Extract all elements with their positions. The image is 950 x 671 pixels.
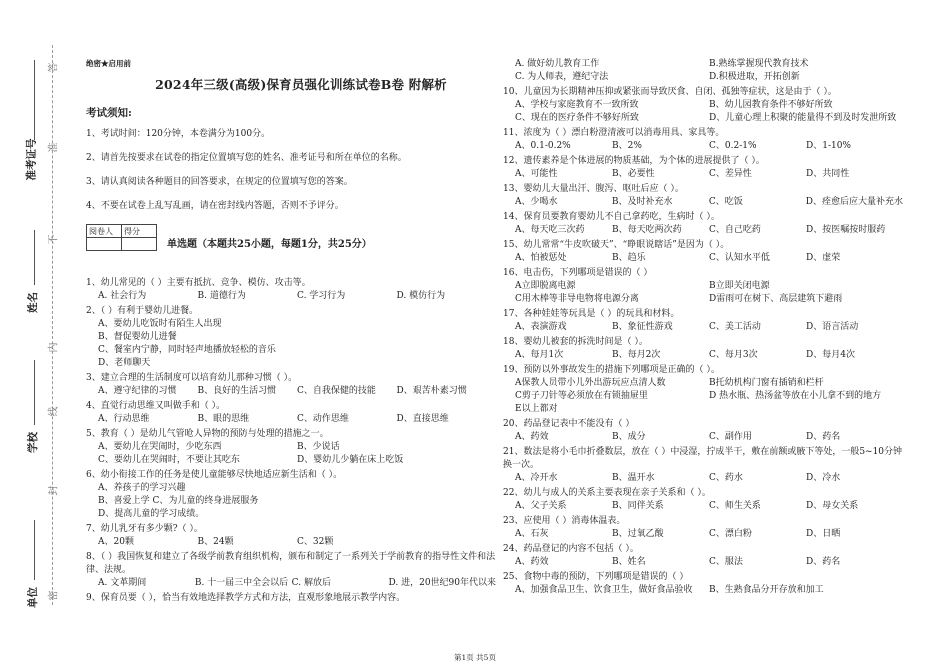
option-row (503, 472, 903, 485)
question-option: B、每月2次 (612, 350, 661, 360)
seal-line (52, 45, 53, 605)
question-option: D、1-10% (806, 141, 851, 151)
option-row (503, 71, 903, 84)
question-option: C用木棒等非导电物将电源分离 (515, 294, 639, 304)
score-input[interactable] (122, 238, 157, 251)
question-option: D、痊愈后应大量补充水 (805, 197, 903, 207)
question-option (397, 536, 497, 549)
question-option: C. 解放后 (291, 578, 331, 588)
name-label: 姓名 (27, 292, 39, 313)
question-option: B、幼儿园教育条件不够好所致 (709, 100, 833, 110)
question-option: D、日晒 (806, 529, 841, 539)
option-row (503, 349, 903, 362)
question-stem: 19、预防以外事故发生的措施下列哪项是正确的（ ）。 (503, 365, 720, 375)
question-stem: 2、（ ）有利于婴幼儿进餐。 (86, 306, 199, 316)
question-option: B、眼的思维 (197, 414, 250, 424)
question-stem: 14、保育员要教育婴幼儿不自己拿药吃，生病时（ ）。 (503, 212, 720, 222)
seal-word: 准 (48, 142, 60, 153)
question-option: A立即脱离电源 (515, 281, 576, 291)
question-stem: 20、药品登记表中不能没有（ ） (503, 419, 635, 429)
question-option: D、老师聊天 (98, 358, 151, 368)
question-option: B、象征性游戏 (612, 322, 673, 332)
question-option: D、婴幼儿少躺在床上吃饭 (297, 455, 404, 465)
score-cell: 得分 (122, 225, 157, 238)
notice-heading: 考试须知: (86, 107, 132, 119)
notice-item: 4、不要在试卷上乱写乱画，请在密封线内答题，否则不予评分。 (86, 201, 344, 211)
question-stem: 16、电击伤，下列哪项是错误的（ ） (503, 268, 653, 278)
question-option: D、母女关系 (806, 501, 859, 511)
question-option: B.熟练掌握现代教育技术 (709, 59, 809, 69)
question-option: D、直接思维 (396, 414, 449, 424)
question-stem: 8、（ ）我国恢复和建立了各级学前教育组织机构，颁布和制定了一系列关于学前教育的指导性文件和法律、法规。 (86, 552, 496, 575)
option-row (503, 196, 903, 209)
left-column (86, 58, 496, 605)
question-option: C、美工活动 (709, 322, 761, 332)
exam-number-field[interactable] (34, 60, 35, 140)
option-row (503, 280, 903, 293)
question-option: B、每天吃两次药 (612, 225, 682, 235)
question-option: B、过氧乙酸 (612, 529, 664, 539)
page-footer: 第1页 共5页 (454, 653, 496, 662)
binding-strip (0, 0, 70, 671)
question-option: B托幼机构门窗有插销和栏杆 (709, 378, 824, 388)
question-option: A、行动思维 (98, 414, 150, 424)
question-option: A、20颗 (98, 537, 134, 547)
question-stem: 24、药品登记的内容不包括（ ）。 (503, 544, 639, 554)
question-stem: 11、浓度为（ ）漂白粉澄清液可以消毒用具、家具等。 (503, 128, 725, 138)
question-option: C、餐室内宁静，同时轻声地播放轻松的音乐 (98, 345, 276, 355)
option-row (503, 500, 903, 513)
question-option: C、副作用 (709, 432, 752, 442)
question-option: B、温开水 (612, 473, 655, 483)
seal-word: 答 (48, 62, 60, 73)
question-list (503, 58, 903, 597)
option-row (86, 577, 496, 590)
question-option: D、药名 (806, 557, 841, 567)
grader-cell: 阅卷人 (87, 225, 122, 238)
question-stem: 17、各种娃娃等玩具是（ ）的玩具和材料。 (503, 309, 680, 319)
question-option: C. 学习行为 (297, 291, 346, 301)
question-option: A、药效 (515, 557, 549, 567)
option-row (86, 413, 496, 426)
question-option: D.积极进取，开拓创新 (709, 72, 800, 82)
question-option: D. 进，20世纪90年代以来 (388, 578, 497, 588)
question-option: A、要幼儿吃饭时有陌生人出现 (98, 319, 222, 329)
option-row (503, 431, 903, 444)
question-option: D、药名 (806, 432, 841, 442)
option-row (503, 140, 903, 153)
question-option: B. 十一届三中全会以后 (194, 578, 289, 588)
question-option: D、儿童心理上积聚的能量得不到及时发泄所致 (709, 113, 897, 123)
question-stem: 21、数法是将小毛巾折叠数层，放在（ ）中浸湿，拧成半干，敷在前额或腋下等处，一般5~10分钟换一次。 (503, 447, 903, 470)
question-option: D. 模仿行为 (396, 291, 446, 301)
question-option: D、艰苦朴素习惯 (396, 386, 467, 396)
option-row (503, 112, 903, 125)
question-option: A、学校与家庭教育不一致所致 (515, 100, 639, 110)
right-column (503, 58, 903, 597)
score-row (86, 224, 496, 251)
option-row (503, 556, 903, 569)
question-option: B、及时补充水 (611, 197, 673, 207)
question-stem: 12、遗传素养是个体进展的物质基础，为个体的进展提供了（ ）。 (503, 156, 765, 166)
school-field[interactable] (34, 360, 35, 425)
question-option: C、吃饭 (708, 197, 743, 207)
question-stem: 22、幼儿与成人的关系主要表现在亲子关系和（ ）。 (503, 488, 711, 498)
question-option: A、表演游戏 (515, 322, 567, 332)
seal-word: 密 (48, 590, 60, 601)
question-stem: 6、幼小衔接工作的任务是使儿童能够尽快地适应新生活和（ ）。 (86, 470, 343, 480)
question-option: A、父子关系 (515, 501, 567, 511)
question-option: A、遵守纪律的习惯 (98, 386, 177, 396)
question-option: D、提高儿童的学习成绩。 (98, 509, 205, 519)
option-row (503, 528, 903, 541)
question-option: B、成分 (612, 432, 646, 442)
question-stem: 3、建立合理的生活制度可以培育幼儿那种习惯（ ）。 (86, 373, 298, 383)
question-option: D 热水瓶、热汤盆等放在小儿拿不到的地方 (709, 391, 882, 401)
question-option: C、药水 (709, 473, 743, 483)
question-option: A保教人员带小儿外出游玩应点清人数 (515, 378, 666, 388)
question-option: B. 道德行为 (197, 291, 246, 301)
question-option: D、冷水 (806, 473, 841, 483)
question-option: C、自我保健的技能 (297, 386, 376, 396)
seal-word: 线 (48, 406, 60, 417)
option-row (503, 390, 903, 403)
question-option: A、养孩子的学习兴趣 (98, 483, 186, 493)
question-option: B、喜爱上学 C、为儿童的终身进展服务 (98, 496, 259, 506)
question-stem: 9、保育员要（ ），恰当有效地选择教学方式和方法，直观形象地展示教学内容。 (86, 593, 406, 603)
question-option: E以上都对 (515, 404, 558, 414)
question-option: C、差异性 (709, 169, 752, 179)
question-option: A、少喝水 (515, 197, 558, 207)
question-option: C、32颗 (297, 537, 334, 547)
question-option: C、认知水平低 (709, 253, 770, 263)
question-option: B、少说话 (297, 442, 340, 452)
school-label: 学校 (27, 432, 39, 453)
notice-item: 1、考试时间：120分钟，本卷满分为100分。 (86, 129, 271, 139)
question-option: B、良好的生活习惯 (197, 386, 277, 396)
question-option: A、怕被惩处 (515, 253, 567, 263)
option-row (86, 536, 496, 549)
option-row (503, 58, 903, 71)
question-option: A. 文革期间 (98, 578, 147, 588)
secret-mark: 绝密★启用前 (86, 59, 131, 68)
question-option: C剪子刀针等必须放在有锁抽屉里 (515, 391, 648, 401)
question-option: C、师生关系 (709, 501, 761, 511)
question-option: A. 做好幼儿教育工作 (515, 59, 600, 69)
question-option: C、0.2-1% (709, 141, 757, 151)
question-option: C、现在的医疗条件不够好所致 (515, 113, 639, 123)
option-row (503, 377, 903, 390)
option-row (503, 293, 903, 306)
question-stem: 4、直觉行动思维又叫做手和（ ）。 (86, 401, 226, 411)
seal-word: 不 (48, 234, 60, 245)
name-field[interactable] (34, 230, 35, 285)
question-option: A、冷开水 (515, 473, 558, 483)
question-option: D、每月4次 (806, 350, 855, 360)
question-option: A、加强食品卫生、饮食卫生，做好食品验收 (515, 585, 693, 595)
question-option: A、每天吃三次药 (515, 225, 585, 235)
question-option: D、共同性 (806, 169, 850, 179)
question-option: B、姓名 (612, 557, 646, 567)
option-row (503, 321, 903, 334)
question-option: A、药效 (515, 432, 549, 442)
question-stem: 1、幼儿常见的（ ）主要有抵抗、竞争、模仿、攻击等。 (86, 278, 311, 288)
exam-number-label: 准考证号 (25, 138, 38, 181)
question-option: A. 社会行为 (98, 291, 147, 301)
question-option: D、虚荣 (806, 253, 841, 263)
option-row (503, 224, 903, 237)
question-option: B、同伴关系 (612, 501, 664, 511)
unit-label: 单位 (27, 587, 39, 608)
question-option: A、每月1次 (515, 350, 564, 360)
question-option: C. 为人师表，遵纪守法 (515, 72, 609, 82)
seal-word: 内 (48, 342, 60, 353)
question-option: C、自己吃药 (709, 225, 761, 235)
question-option: B、生熟食品分开存放和加工 (709, 585, 824, 595)
question-stem: 10、儿童因为长期精神压抑或紧张而导致厌食、自闭、孤独等症状，这是由于（ ）。 (503, 87, 837, 97)
question-option: C、漂白粉 (709, 529, 752, 539)
question-option: C、要幼儿在哭闹时，不要让其吃东 (98, 455, 240, 465)
option-row (86, 454, 496, 467)
question-option: A、石灰 (515, 529, 549, 539)
question-list (86, 277, 496, 605)
question-stem: 18、婴幼儿被套的拆洗时间是（ ）。 (503, 337, 648, 347)
question-option: A、可能性 (515, 169, 558, 179)
option-row (503, 252, 903, 265)
option-row (86, 441, 496, 454)
question-option: D、语言活动 (806, 322, 859, 332)
question-option: B、趋乐 (612, 253, 646, 263)
question-option: D雷雨可在树下、高层建筑下避雨 (709, 294, 843, 304)
question-option: B立即关闭电源 (709, 281, 770, 291)
question-stem: 5、教育（ ）是幼儿气管呛人异物的预防与处理的措施之一。 (86, 429, 329, 439)
question-option: A、要幼儿在哭闹时，少吃东西 (98, 442, 222, 452)
question-option: B、24颗 (197, 537, 234, 547)
question-stem: 23、应使用（ ）消毒体温表。 (503, 516, 626, 526)
notice-item: 3、请认真阅读各种题目的回答要求，在规定的位置填写您的答案。 (86, 177, 353, 187)
question-option: B、督促婴幼儿进餐 (98, 332, 177, 342)
section-title: 单选题（本题共25小题，每题1分，共25分） (167, 239, 372, 250)
question-option: A、0.1-0.2% (515, 141, 571, 151)
unit-field[interactable] (34, 520, 35, 580)
exam-title: 2024年三级(高级)保育员强化训练试卷B卷 附解析 (155, 77, 447, 92)
option-row (86, 385, 496, 398)
question-option: B、必要性 (612, 169, 655, 179)
option-row (503, 99, 903, 112)
question-option: C、每月3次 (709, 350, 758, 360)
question-option: C、服法 (709, 557, 743, 567)
question-option: B、2% (612, 141, 642, 151)
grader-input[interactable] (87, 238, 122, 251)
notice-item: 2、请首先按要求在试卷的指定位置填写您的姓名、准考证号和所在单位的名称。 (86, 153, 407, 163)
option-row (86, 290, 496, 303)
score-table (86, 224, 157, 251)
option-row (503, 168, 903, 181)
question-stem: 25、食物中毒的预防，下列哪项是错误的（ ） (503, 572, 689, 582)
seal-word: 封 (48, 485, 60, 496)
option-row (503, 584, 903, 597)
question-stem: 13、婴幼儿大量出汗、腹泻、呕吐后应（ ）。 (503, 184, 684, 194)
question-option: D、按医嘱按时服药 (806, 225, 886, 235)
question-option: C、动作思维 (297, 414, 349, 424)
question-stem: 15、幼儿常常“牛皮吹破天”、“睁眼说瞎话”是因为（ ）。 (503, 240, 730, 250)
question-stem: 7、幼儿乳牙有多少颗?（ ）。 (86, 524, 203, 534)
